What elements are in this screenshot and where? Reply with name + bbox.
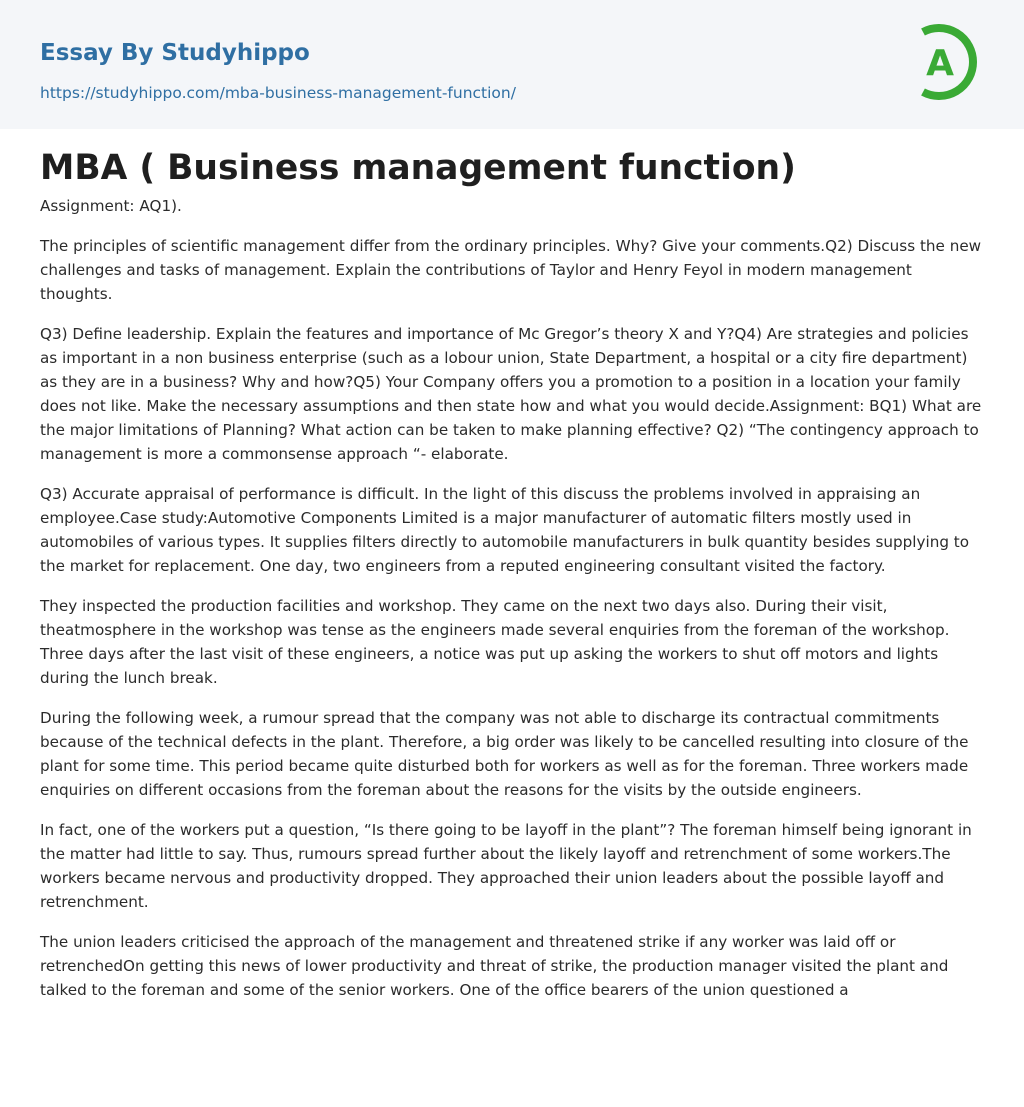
article-paragraph: The union leaders criticised the approach of the management and threatened strike if any worker was laid off or retrenchedOn getting this news of lower productivity and threat of strike, the production manager visited the plant and talked to the foreman and some of the senior workers. One of the office bearers of the union questioned a [40,933,949,999]
logo-letter: A [926,43,954,84]
site-header [0,0,1024,129]
site-brand[interactable]: Essay By Studyhippo [40,40,310,66]
article-url-link[interactable]: https://studyhippo.com/mba-business-management-function/ [40,84,516,102]
article-paragraph: During the following week, a rumour spread that the company was not able to discharge its contractual commitments because of the technical defects in the plant. Therefore, a big order was likely to be cancelled resulting into closure of the plant for some time. This period became quite disturbed both for workers as well as for the foreman. Three workers made enquiries on different occasions from the foreman about the reasons for the visits by the outside engineers. [40,709,969,799]
article-body [40,145,988,1018]
studyhippo-logo-icon[interactable] [910,18,988,106]
article-paragraph: They inspected the production facilities and workshop. They came on the next two days also. During their visit, theatmosphere in the workshop was tense as the engineers made several enquiries from the foreman of the workshop. Three days after the last visit of these engineers, a notice was put up asking the workers to shut off motors and lights during the lunch break. [40,597,950,687]
article-title: MBA ( Business management function) [40,148,796,188]
article-paragraph: Assignment: AQ1). [40,197,182,215]
article-paragraph: The principles of scientific management differ from the ordinary principles. Why? Give your comments.Q2) Discuss the new challenges and tasks of management. Explain the contributions of Taylor and Henry Feyol in modern management thoughts. [40,237,982,303]
article-paragraph: Q3) Accurate appraisal of performance is difficult. In the light of this discuss the problems involved in appraising an employee.Case study:Automotive Components Limited is a major manufacturer of automatic filters mostly used in automobiles of various types. It supplies filters directly to automobile manufacturers in bulk quantity besides supplying to the market for replacement. One day, two engineers from a reputed engineering consultant visited the factory. [40,485,970,575]
article-paragraph: In fact, one of the workers put a question, “Is there going to be layoff in the plant”? The foreman himself being ignorant in the matter had little to say. Thus, rumours spread further about the likely layoff and retrenchment of some workers.The workers became nervous and productivity dropped. They approached their union leaders about the possible layoff and retrenchment. [40,821,972,911]
article-paragraph: Q3) Define leadership. Explain the features and importance of Mc Gregor’s theory X and Y?Q4) Are strategies and policies as important in a non business enterprise (such as a lobour union, State Department, a hospital or a city fire department) as they are in a business? Why and how?Q5) Your Company offers you a promotion to a position in a location your family does not like. Make the necessary assumptions and then state how and what you would decide.Assignment: BQ1) What are the major limitations of Planning? What action can be taken to make planning effective? Q2) “The contingency approach to management is more a commonsense approach “- elaborate. [40,325,982,463]
